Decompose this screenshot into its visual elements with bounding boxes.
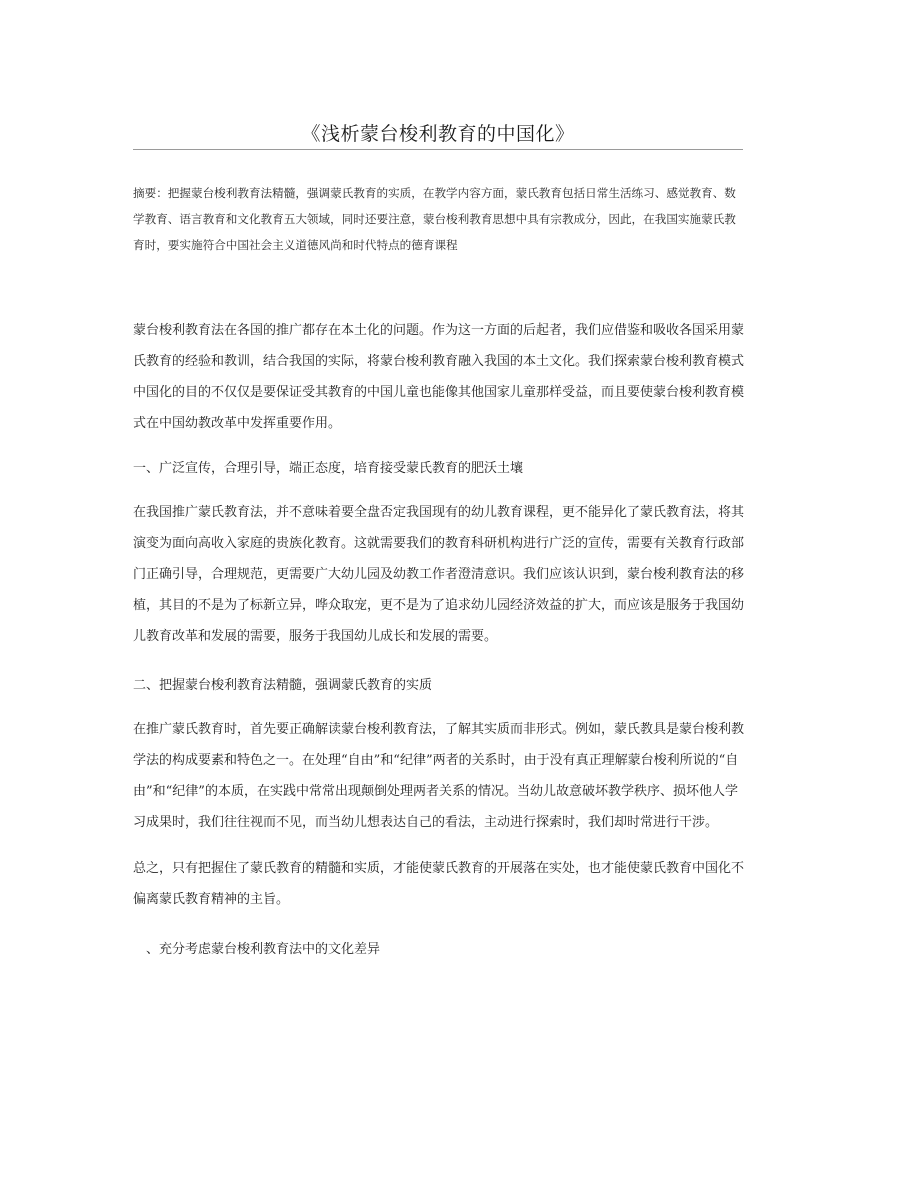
conclusion-paragraph: 总之，只有把握住了蒙氏教育的精髓和实质，才能使蒙氏教育的开展落在实处，也才能使蒙氏教育中国化不偏离蒙氏教育精神的主旨。 (133, 861, 745, 907)
title-block (133, 122, 743, 150)
abstract-paragraph: 摘要：把握蒙台梭利教育法精髓，强调蒙氏教育的实质，在教学内容方面，蒙氏教育包括日常生活练习、感觉教育、数学教育、语言教育和文化教育五大领域，同时还要注意，蒙台梭利教育思想中具有宗教成分，因此，在我国实施蒙氏教育时，要实施符合中国社会主义道德风尚和时代特点的德育课程 (133, 186, 736, 252)
document-title: 《浅析蒙台梭利教育的中国化》 (301, 123, 575, 145)
intro-paragraph: 蒙台梭利教育法在各国的推广都存在本土化的问题。作为这一方面的后起者，我们应借鉴和吸收各国采用蒙氏教育的经验和教训，结合我国的实际，将蒙台梭利教育融入我国的本土文化。我们探索蒙台梭利教育模式中国化的目的不仅仅是要保证受其教育的中国儿童也能像其他国家儿童那样受益，而且要使蒙台梭利教育模式在中国幼教改革中发挥重要作用。 (133, 323, 745, 431)
section-2-paragraph: 在推广蒙氏教育时，首先要正确解读蒙台梭利教育法，了解其实质而非形式。例如，蒙氏教具是蒙台梭利教学法的构成要素和特色之一。在处理“自由”和“纪律”两者的关系时，由于没有真正理解蒙台梭利所说的“自由”和“纪律”的本质，在实践中常常出现颠倒处理两者关系的情况。当幼儿故意破坏教学秩序、损坏他人学习成果时，我们往往视而不见，而当幼儿想表达自己的看法，主动进行探索时，我们却时常进行干涉。 (133, 722, 745, 830)
section-1-heading: 一、广泛宣传，合理引导，端正态度，培育接受蒙氏教育的肥沃土壤 (133, 461, 524, 476)
section-3-heading: 、充分考虑蒙台梭利教育法中的文化差异 (146, 942, 381, 957)
section-1-paragraph: 在我国推广蒙氏教育法，并不意味着要全盘否定我国现有的幼儿教育课程，更不能异化了蒙氏教育法，将其演变为面向高收入家庭的贵族化教育。这就需要我们的教育科研机构进行广泛的宣传，需要有关教育行政部门正确引导，合理规范，更需要广大幼儿园及幼教工作者澄清意识。我们应该认识到，蒙台梭利教育法的移植，其目的不是为了标新立异，哗众取宠，更不是为了追求幼儿园经济效益的扩大，而应该是服务于我国幼儿教育改革和发展的需要，服务于我国幼儿成长和发展的需要。 (133, 505, 745, 644)
section-2-heading: 二、把握蒙台梭利教育法精髓，强调蒙氏教育的实质 (133, 678, 433, 693)
